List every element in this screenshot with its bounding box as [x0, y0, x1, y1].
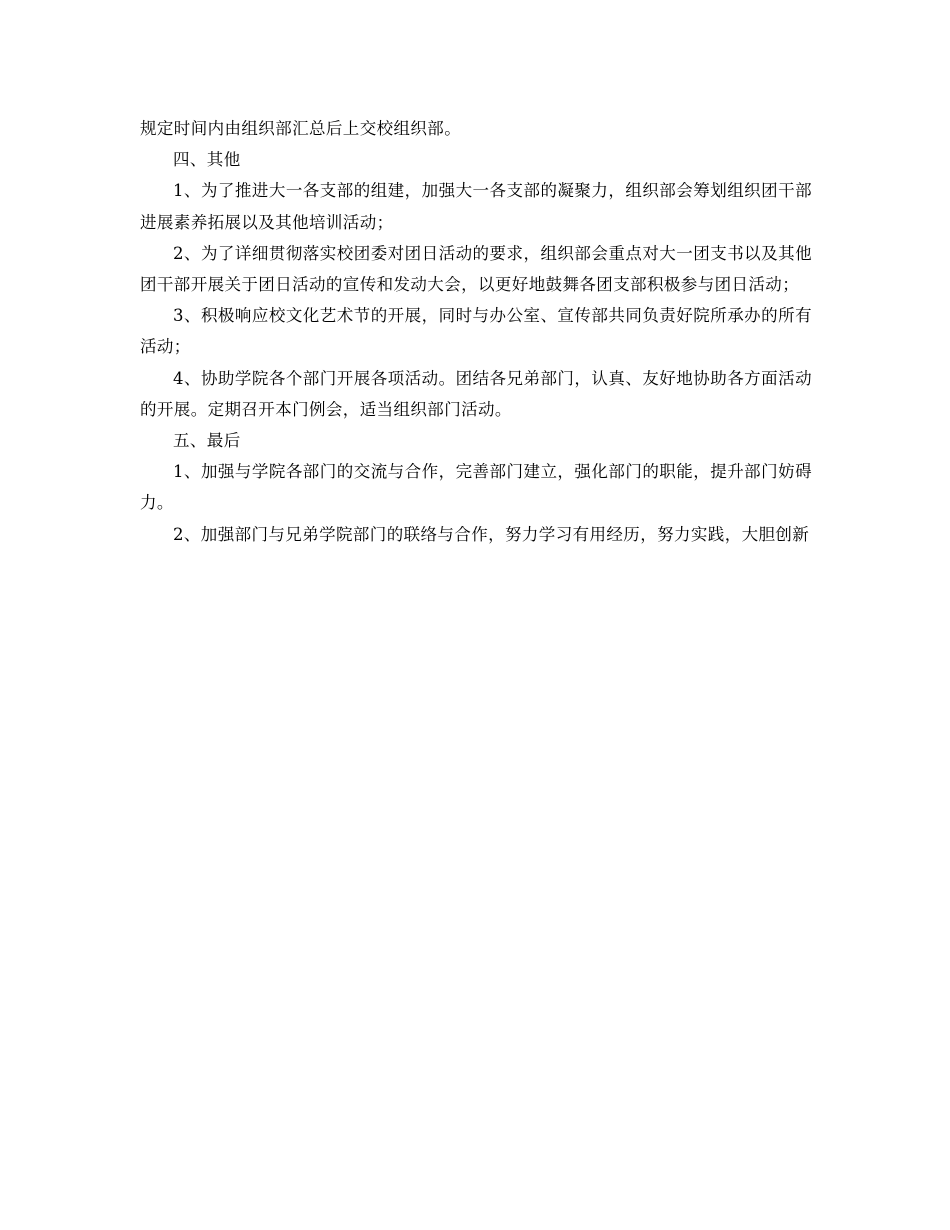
- section-heading-final: 五、最后: [173, 431, 241, 451]
- section4-item-4: 4、协助学院各个部门开展各项活动。团结各兄弟部门，认真、友好地协助各方面活动的开展。定期召开本门例会，适当组织部门活动。: [140, 368, 812, 419]
- section4-item-2: 2、为了详细贯彻落实校团委对团日活动的要求，组织部会重点对大一团支书以及其他团干部开展关于团日活动的宣传和发动大会，以更好地鼓舞各团支部积极参与团日活动；: [140, 243, 812, 295]
- section5-item-1: 1、加强与学院各部门的交流与合作，完善部门建立，强化部门的职能，提升部门妨碍力。: [140, 462, 812, 513]
- section-heading-other: 四、其他: [173, 150, 241, 170]
- section4-item-1: 1、为了推进大一各支部的组建，加强大一各支部的凝聚力，组织部会筹划组织团干部进展素养拓展以及其他培训活动；: [140, 181, 812, 232]
- section4-item-3: 3、积极响应校文化艺术节的开展，同时与办公室、宣传部共同负责好院所承办的所有活动；: [140, 306, 812, 357]
- document-page: [140, 113, 812, 550]
- section5-item-2: 2、加强部门与兄弟学院部门的联络与合作，努力学习有用经历，努力实践，大胆创新: [173, 524, 810, 544]
- continuation-paragraph: 规定时间内由组织部汇总后上交校组织部。: [140, 119, 462, 138]
